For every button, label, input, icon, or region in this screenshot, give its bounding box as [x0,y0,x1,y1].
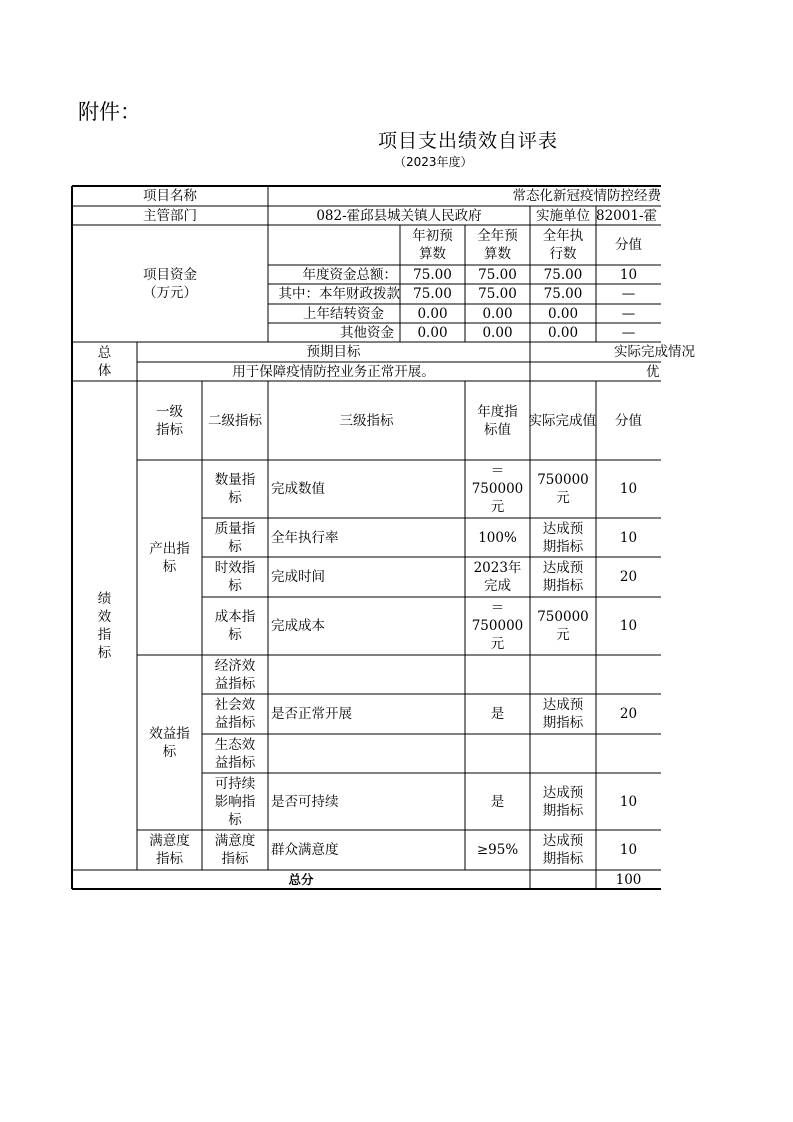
actual-cell: 达成预 期指标 [542,833,584,867]
target-cell: ＝ 750000 元 [471,600,524,652]
output-indicator-label: 产出指 标 [149,540,190,575]
actual-cell: 达成预 期指标 [542,784,584,819]
benefit-indicator-label: 效益指 标 [149,725,190,760]
target-cell: ≥95% [476,842,519,858]
target-cell [465,734,530,773]
report-year: （2023年度） [394,155,473,169]
level2-cell: 数量指 标 [214,472,256,506]
level2-cell: 成本指 标 [214,609,256,643]
funds-cell: 75.00 [478,266,517,283]
level2-cell: 时效指 标 [214,560,256,594]
funds-col-header: 年初预 算数 [412,228,453,262]
funds-cell: 75.00 [413,266,452,283]
funds-row-label: 其中：本年财政拨款 [278,286,400,302]
impl-value: 82001-霍 [596,207,658,224]
level3-cell: 是否正常开展 [271,706,352,722]
target-cell: ＝ 750000 元 [471,463,524,515]
funds-score: 10 [619,266,638,283]
level2-cell: 可持续 影响指 标 [214,775,256,828]
level2-cell: 质量指 标 [214,520,256,555]
dept-label: 主管部门 [143,207,197,224]
target-cell: 是 [490,706,505,722]
actual-cell [530,655,596,694]
level2-cell: 满意度 指标 [214,833,256,867]
dept-value: 082-霍邱县城关镇人民政府 [316,207,482,224]
level3-cell: 完成时间 [271,569,325,585]
score-cell: 10 [619,842,638,858]
funds-cell: 75.00 [543,266,583,283]
level3-cell: 完成成本 [271,618,325,634]
level3-cell [268,734,465,773]
score-header: 分值 [615,412,642,429]
funds-score: — [621,324,636,341]
score-cell: 10 [619,481,638,497]
actual-cell [530,734,596,773]
impl-label: 实施单位 [536,207,590,224]
target-cell: 是 [490,793,505,810]
level2-header: 二级指标 [208,412,262,429]
project-name-label: 项目名称 [143,188,197,204]
funds-cell: 0.00 [547,305,579,322]
target-cell: 100% [478,529,517,546]
actual-cell: 达成预 期指标 [542,697,584,731]
score-cell: 10 [619,529,638,546]
attachment-label: 附件： [78,100,141,124]
performance-indicators-label: 绩 效 指 标 [97,590,112,661]
funds-cell: 0.00 [417,305,448,322]
score-cell: 10 [619,793,638,810]
page-title: 项目支出绩效自评表 [378,130,559,152]
actual-cell: 750000 元 [537,472,589,506]
actual-result-header: 实际完成情况 [614,344,695,360]
funds-label: 项目资金 （万元） [143,266,197,301]
target-cell: 2023年 完成 [473,560,522,594]
level3-cell: 是否可持续 [271,793,339,810]
target-cell [465,655,530,694]
funds-cell: 0.00 [482,324,513,341]
expected-goal-header: 预期目标 [306,344,361,360]
actual-cell: 达成预 期指标 [542,560,584,594]
target-header: 年度指 标值 [477,403,518,438]
funds-cell: 75.00 [413,286,452,302]
funds-col-header: 分值 [615,237,642,253]
total-label: 总分 [288,871,314,887]
project-name-value: 常态化新冠疫情防控经费 [512,188,661,204]
satisfaction-indicator-label: 满意度 指标 [149,833,190,867]
actual-result-text: 优 [646,363,660,380]
level3-header: 三级指标 [339,412,394,429]
score-cell: 20 [619,706,638,722]
level1-header: 一级 指标 [156,403,183,438]
funds-score: — [621,305,636,322]
funds-cell: 0.00 [417,324,448,341]
level3-cell: 全年执行率 [271,529,339,546]
level3-cell [268,655,465,694]
funds-row-label: 年度资金总额： [302,266,397,283]
level3-cell: 群众满意度 [271,842,339,858]
funds-col-header: 全年执 行数 [542,228,584,262]
level2-cell: 社会效 益指标 [214,697,256,731]
funds-cell: 0.00 [482,305,513,322]
actual-cell: 750000 元 [537,609,589,643]
score-cell [596,655,661,694]
level2-cell: 生态效 益指标 [214,736,256,771]
score-cell [596,734,661,773]
funds-row-label: 其他资金 [340,324,394,341]
score-cell: 10 [619,618,638,634]
funds-cell: 0.00 [547,324,579,341]
funds-row-label: 上年结转资金 [303,305,384,322]
level3-cell: 完成数值 [271,481,325,497]
funds-cell: 75.00 [478,286,517,302]
actual-header: 实际完成值 [528,412,596,429]
total-score: 100 [615,871,642,888]
actual-cell: 达成预 期指标 [542,520,584,555]
expected-goal-text: 用于保障疫情防控业务正常开展。 [232,363,435,380]
funds-cell: 75.00 [543,286,583,302]
funds-col-header: 全年预 算数 [477,228,518,262]
score-cell: 20 [619,569,638,585]
overall-label: 总 体 [97,344,112,379]
level2-cell: 经济效 益指标 [214,657,256,692]
funds-score: — [621,286,636,302]
